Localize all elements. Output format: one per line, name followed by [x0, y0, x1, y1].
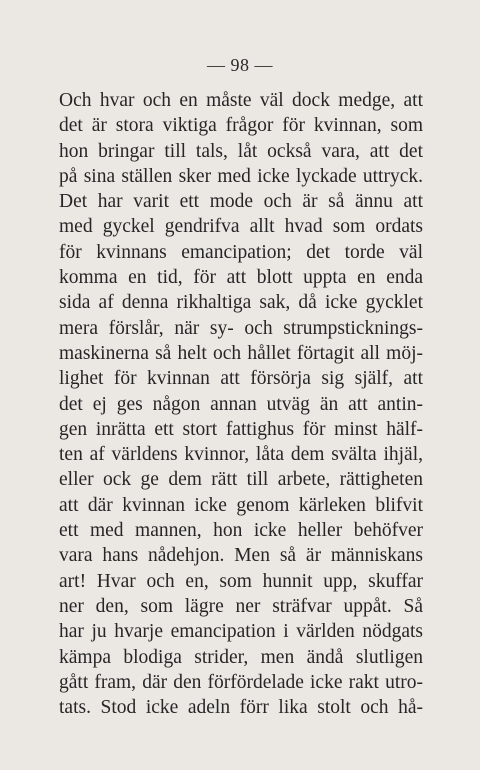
text-line: tats. Stod icke adeln förr lika stolt och hå-: [59, 697, 423, 719]
text-line: Det har varit ett mode och är så ännu att: [59, 191, 423, 213]
text-line: att där kvinnan icke genom kärleken blifvit: [59, 494, 423, 516]
text-line: ten af världens kvinnor, låta dem svälta ihjäl,: [59, 444, 423, 466]
text-line: gen inrätta ett stort fattighus för minst hälf-: [59, 418, 423, 440]
text-line: sida af denna rikhaltiga sak, då icke gycklet: [59, 292, 423, 314]
text-line: det är stora viktiga frågor för kvinnan, som: [59, 115, 423, 137]
text-line: eller ock ge dem rätt till arbete, rättigheten: [59, 469, 423, 491]
text-line: kämpa blodiga strider, men ändå slutligen: [59, 646, 423, 668]
text-line: med gyckel gendrifva allt hvad som ordats: [59, 216, 423, 238]
text-line: det ej ges någon annan utväg än att antin-: [59, 393, 423, 415]
text-line: lighet för kvinnan att försörja sig själf, att: [59, 368, 423, 390]
text-line: vara hans nådehjon. Men så är människans: [59, 545, 423, 567]
text-line: mera förslår, när sy- och strumpsticknings-: [59, 317, 423, 339]
text-line: har ju hvarje emancipation i världen nödgats: [59, 621, 423, 643]
text-line: ner den, som lägre ner sträfvar uppåt. Så: [59, 595, 423, 617]
text-line: komma en tid, för att blott uppta en enda: [59, 267, 423, 289]
text-line: hon bringar till tals, låt också vara, att det: [59, 140, 423, 162]
text-line: maskinerna så helt och hållet förtagit all möj-: [59, 342, 423, 364]
body-text: [59, 88, 423, 720]
text-line: på sina ställen sker med icke lyckade uttryck.: [59, 165, 423, 187]
page-number: — 98 —: [207, 55, 273, 75]
text-line: för kvinnans emancipation; det torde väl: [59, 241, 423, 263]
text-line: gått fram, där den förfördelade icke rakt utro-: [59, 671, 423, 693]
text-line: art! Hvar och en, som hunnit upp, skuffar: [59, 570, 423, 592]
text-line: Och hvar och en måste väl dock medge, att: [59, 90, 423, 111]
text-line: ett med mannen, hon icke heller behöfver: [59, 520, 423, 542]
